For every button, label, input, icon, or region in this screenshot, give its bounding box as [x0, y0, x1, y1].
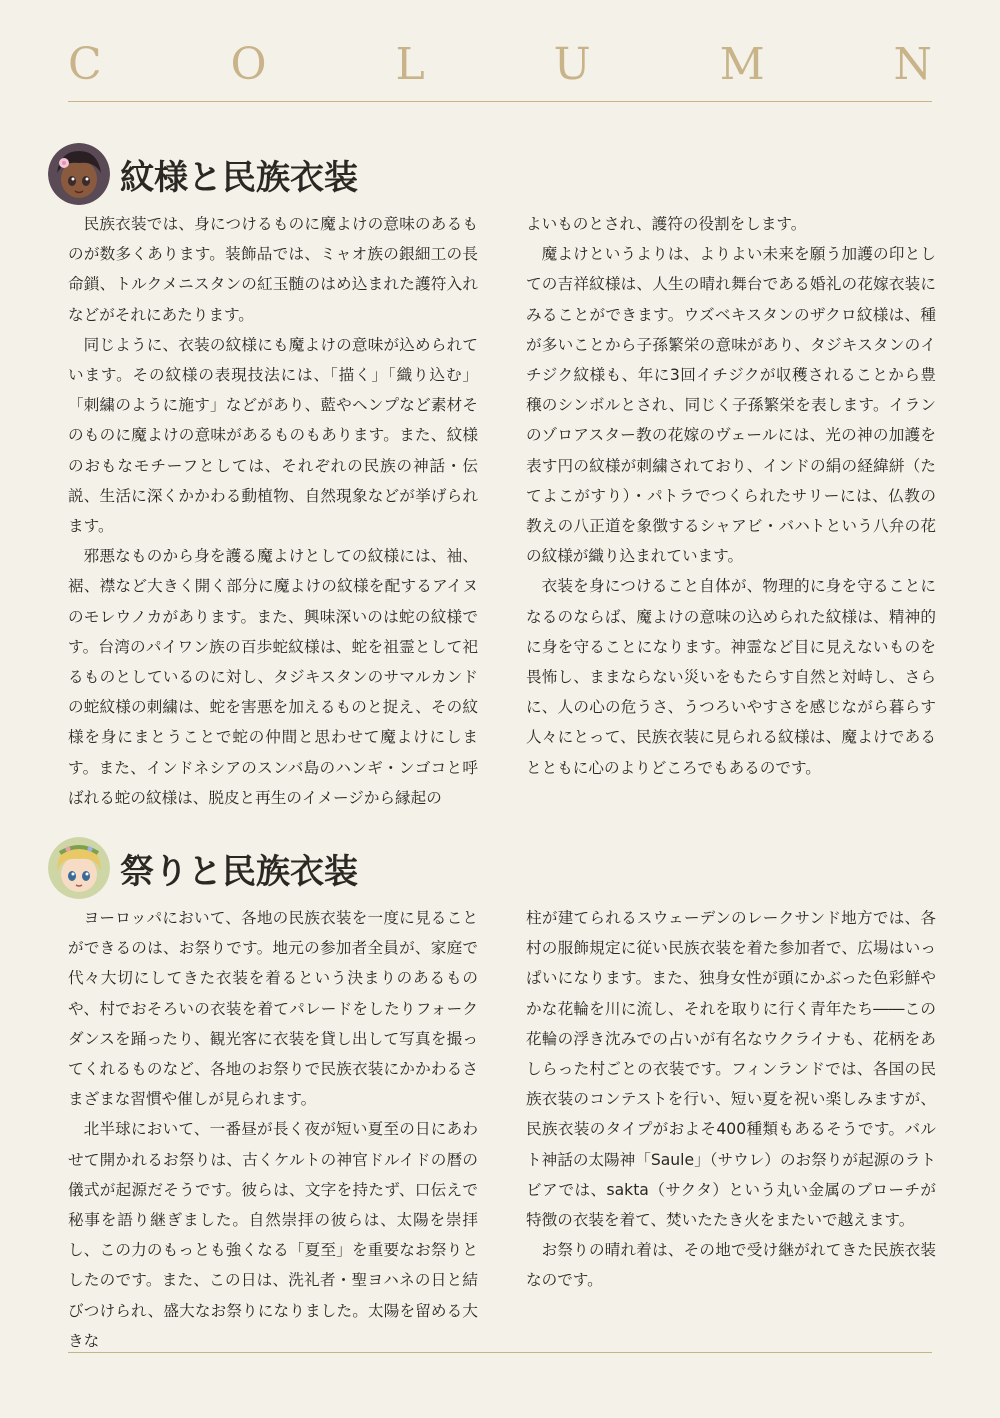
paragraph: よいものとされ、護符の役割をします。	[526, 215, 807, 233]
section-right-column	[526, 209, 936, 783]
girl-blonde-hair-avatar-icon	[48, 837, 110, 899]
section-title: 紋様と民族衣装	[120, 157, 358, 198]
section-left-column	[68, 903, 478, 1356]
section-heading	[48, 142, 358, 206]
paragraph: 民族衣装では、身につけるものに魔よけの意味のあるものが数多くあります。装飾品では、ミャオ族の銀細工の長命鎖、トルクメニスタンの紅玉髄のはめ込まれた護符入れなどがそれにあたります。	[68, 215, 478, 324]
header-rule	[68, 101, 932, 102]
paragraph: 同じように、衣装の紋様にも魔よけの意味が込められています。その紋様の表現技法には、「描く」「織り込む」「刺繍のように施す」などがあり、藍やヘンプなど素材そのものに魔よけの意味があるものもあります。また、紋様のおもなモチーフとしては、それぞれの民族の神話・伝説、生活に深くかかわる動植物、自然現象などが挙げられます。	[68, 335, 478, 536]
paragraph: 柱が建てられるスウェーデンのレークサンド地方では、各村の服飾規定に従い民族衣装を着た参加者で、広場はいっぱいになります。また、独身女性が頭にかぶった色彩鮮やかな花輪を川に流し、それを取りに行く青年たち――この花輪の浮き沈みでの占いが有名なウクライナも、花柄をあしらった村ごとの衣装です。フィンランドでは、各国の民族衣装のコンテストを行い、短い夏を祝い楽しみますが、民族衣装のタイプがおよそ400種類もあるそうです。バルト神話の太陽神「Saule」（サウレ）のお祭りが起源のラトビアでは、sakta（サクタ）という丸い金属のブローチが特徴の衣装を着て、焚いたたき火をまたいで越えます。	[526, 909, 936, 1230]
paragraph: ヨーロッパにおいて、各地の民族衣装を一度に見ることができるのは、お祭りです。地元の参加者全員が、家庭で代々大切にしてきた衣装を着るという決まりのあるものや、村でおそろいの衣装を着てパレードをしたりフォークダンスを踊ったり、観光客に衣装を貸し出して写真を撮ってくれるものなど、各地のお祭りで民族衣装にかかわるさまざまな習慣や催しが見られます。	[68, 909, 478, 1109]
paragraph: お祭りの晴れ着は、その地で受け継がれてきた民族衣装なのです。	[526, 1241, 936, 1290]
header-letter: N	[893, 38, 932, 90]
footer-rule	[68, 1352, 932, 1353]
section-right-column	[526, 903, 936, 1296]
paragraph: 衣装を身につけること自体が、物理的に身を守ることになるのならば、魔よけの意味の込められた紋様は、精神的に身を守ることになります。神霊など目に見えないものを畏怖し、ままならない災いをもたらす自然と対峙し、さらに、人の心の危うさ、うつろいやすさを感じながら暮らす人々にとって、民族衣装に見られる紋様は、魔よけであるとともに心のよりどころでもあるのです。	[526, 577, 936, 777]
section-heading	[48, 836, 358, 900]
paragraph: 魔よけというよりは、よりよい未来を願う加護の印としての吉祥紋様は、人生の晴れ舞台である婚礼の花嫁衣装にみることができます。ウズベキスタンのザクロ紋様は、種が多いことから子孫繁栄の意味があり、タジキスタンのイチジク紋様も、年に3回イチジクが収穫されることから豊穣のシンボルとされ、同じく子孫繁栄を表します。イランのゾロアスター教の花嫁のヴェールには、光の神の加護を表す円の紋様が刺繍されており、インドの絹の経緯絣（たてよこがすり）・パトラでつくられたサリーには、仏教の教えの八正道を象徴するシャアビ・バハトという八弁の花の紋様が織り込まれています。	[526, 245, 936, 566]
paragraph: 邪悪なものから身を護る魔よけとしての紋様には、袖、裾、襟など大きく開く部分に魔よけの紋様を配するアイヌのモレウノカがあります。また、興味深いのは蛇の紋様です。台湾のパイワン族の百歩蛇紋様は、蛇を祖霊として祀るものとしているのに対し、タジキスタンのサマルカンドの蛇紋様の刺繍は、蛇を害悪を加えるものと捉え、その紋様を身にまとうことで蛇の仲間と思わせて魔よけにします。また、インドネシアのスンバ島のハンギ・ンゴコと呼ばれる蛇の紋様は、脱皮と再生のイメージから縁起の	[68, 547, 478, 807]
header-letter: C	[68, 38, 102, 90]
header-letter: O	[230, 38, 267, 90]
paragraph: 北半球において、一番昼が長く夜が短い夏至の日にあわせて開かれるお祭りは、古くケルトの神官ドルイドの暦の儀式が起源だそうです。彼らは、文字を持たず、口伝えで秘事を語り継ぎました。自然崇拝の彼らは、太陽を崇拝し、この力のもっとも強くなる「夏至」を重要なお祭りとしたのです。また、この日は、洗礼者・聖ヨハネの日と結びつけられ、盛大なお祭りになりました。太陽を留める大きな	[68, 1120, 478, 1350]
column-header	[68, 38, 932, 90]
section-left-column	[68, 209, 478, 813]
girl-dark-hair-avatar-icon	[48, 143, 110, 205]
header-letter: U	[553, 38, 591, 90]
section-title: 祭りと民族衣装	[120, 851, 358, 892]
header-letter: L	[395, 38, 425, 90]
header-letter: M	[719, 38, 765, 90]
